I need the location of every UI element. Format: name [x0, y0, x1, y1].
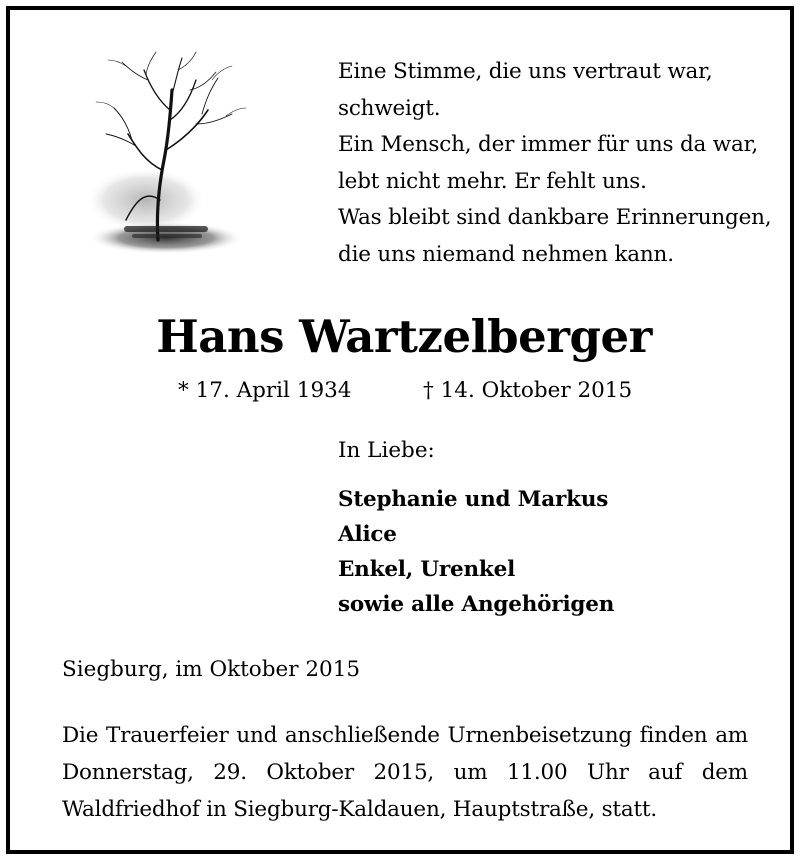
poem-line: Eine Stimme, die uns vertraut war, [338, 59, 713, 84]
mourner-name: sowie alle Angehörigen [338, 592, 615, 617]
place-and-date: Siegburg, im Oktober 2015 [62, 657, 361, 682]
death-date: † 14. Oktober 2015 [423, 378, 633, 403]
bare-tree-icon [86, 50, 252, 266]
poem-line: lebt nicht mehr. Er fehlt uns. [338, 168, 647, 194]
poem-line: die uns niemand nehmen kann. [338, 241, 674, 267]
memorial-poem [338, 54, 778, 273]
poem-line: Ein Mensch, der immer für uns da war, [338, 132, 758, 157]
mourner-name: Alice [338, 522, 397, 547]
ceremony-notice: Die Trauerfeier und anschließende Urnenbeisetzung finden am Donnerstag, 29. Oktober 2015, um 11.00 Uhr auf dem Waldfriedhof in Siegburg-Kaldauen, Hauptstraße, statt. [62, 723, 748, 822]
deceased-name: Hans Wartzelberger [156, 310, 652, 363]
poem-line: schweigt. [338, 95, 441, 121]
obituary-frame [6, 6, 794, 854]
mourners-list [338, 482, 614, 622]
poem-line: Was bleibt sind dankbare Erinnerungen, [338, 205, 772, 230]
mourners-label: In Liebe: [338, 438, 435, 463]
mourner-name: Stephanie und Markus [338, 487, 609, 512]
mourner-name: Enkel, Urenkel [338, 557, 516, 582]
birth-date: * 17. April 1934 [178, 378, 352, 403]
